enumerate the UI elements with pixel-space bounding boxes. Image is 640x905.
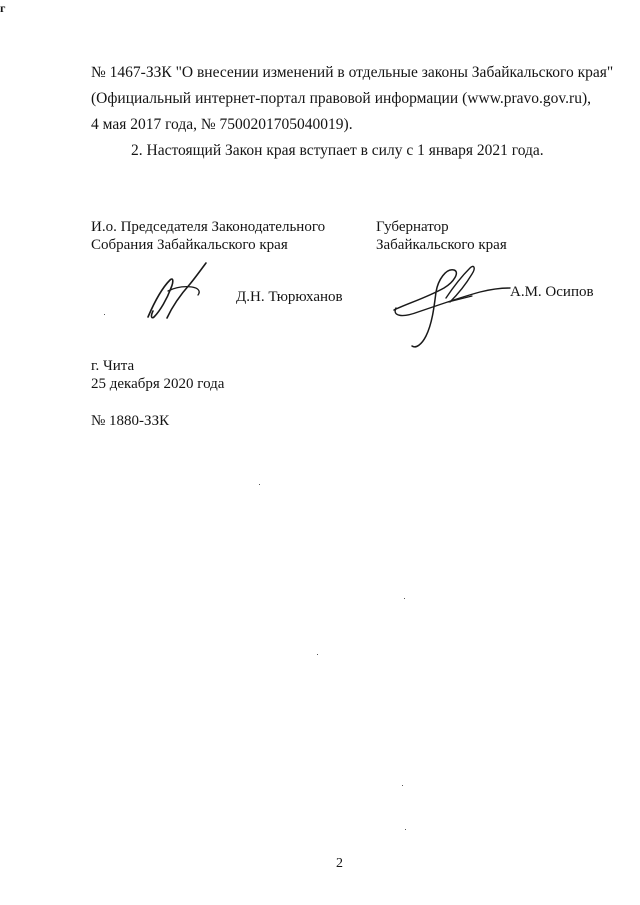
right-signatory-name: А.М. Осипов [510, 284, 594, 300]
body-line-1: № 1467-ЗЗК "О внесении изменений в отдельные законы Забайкальского края" [91, 64, 614, 81]
scan-speck [104, 314, 105, 315]
law-number: № 1880-ЗЗК [91, 413, 170, 429]
body-line-4: 2. Настоящий Закон края вступает в силу с 1 января 2021 года. [131, 142, 544, 159]
left-signatory-name: Д.Н. Тюрюханов [236, 289, 343, 305]
scan-speck [405, 829, 406, 830]
body-line-3: 4 мая 2017 года, № 7500201705040019). [91, 116, 353, 133]
corner-mark: г [0, 1, 6, 15]
left-title-line-1: И.о. Председателя Законодательного [91, 219, 326, 235]
scan-speck [404, 598, 405, 599]
right-signatory-title [376, 218, 507, 254]
right-title-line-1: Губернатор [376, 219, 449, 235]
right-title-line-2: Забайкальского края [376, 237, 507, 253]
page-number: 2 [336, 856, 343, 871]
left-signatory-title [91, 218, 325, 254]
left-signature [140, 255, 215, 330]
right-signature [388, 258, 513, 353]
scan-speck [259, 484, 260, 485]
body-line-2: (Официальный интернет-портал правовой информации (www.pravo.gov.ru), [91, 90, 591, 107]
scan-speck [317, 654, 318, 655]
scan-speck [402, 785, 403, 786]
date: 25 декабря 2020 года [91, 376, 225, 392]
body-text [91, 60, 614, 164]
left-title-line-2: Собрания Забайкальского края [91, 237, 288, 253]
place: г. Чита [91, 358, 135, 374]
